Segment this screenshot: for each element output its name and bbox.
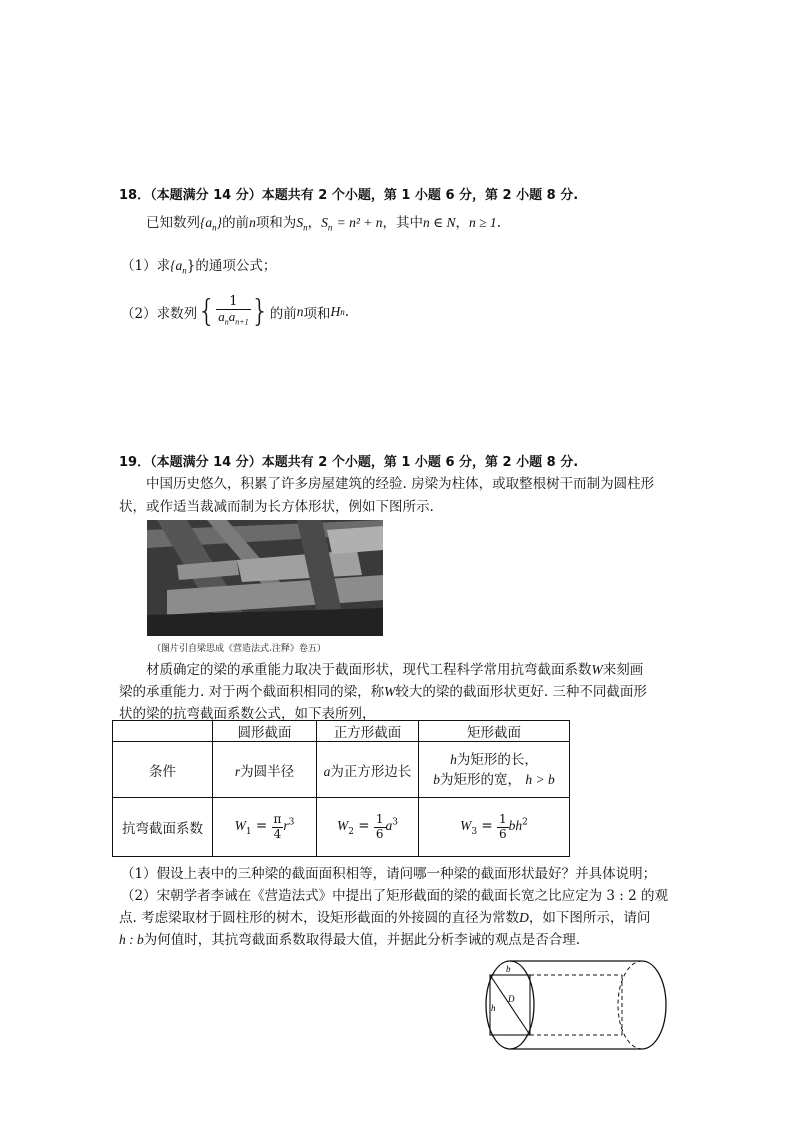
p2-l3: 为何值时，其抗弯截面系数取得最大值，并据此分析李诫的观点是否合理. — [143, 932, 581, 948]
para2-l1: 材质确定的梁的承重能力取决于截面形状，现代工程科学常用抗弯截面系数 — [146, 662, 592, 678]
para2-W2: W — [384, 684, 396, 699]
f1-var: r — [283, 818, 289, 834]
q18-p2-end: . — [344, 303, 349, 320]
rect-cond-line1 — [419, 750, 569, 770]
q18-cond: n ∈ N — [423, 215, 456, 230]
f1-pow: 3 — [288, 818, 295, 828]
f2-eq: = — [358, 818, 370, 835]
q18-part1 — [121, 254, 276, 276]
q18-statement — [146, 211, 501, 233]
table-header-square: 正方形截面 — [317, 721, 419, 742]
f2-sub: 2 — [348, 827, 354, 838]
q18-p1-label: （1）求 — [121, 258, 171, 274]
cell-rect-cond — [419, 742, 570, 798]
f1-frac — [272, 813, 284, 840]
f1-sub: 1 — [245, 827, 252, 838]
f2-frac — [374, 813, 386, 840]
q18-H: H — [330, 303, 341, 319]
cell-formula-1 — [213, 798, 317, 857]
q18-text-c: 项和为 — [255, 215, 297, 231]
f1-den: 4 — [273, 826, 282, 841]
var-r: r — [234, 763, 241, 779]
table-row-formula — [113, 798, 570, 857]
q18-seq-sub: n — [212, 222, 217, 233]
beam-photo-art — [147, 520, 383, 636]
q18-p1-seq: {a — [170, 258, 183, 273]
table-header-empty — [113, 721, 213, 742]
q18-text-f: ， — [455, 215, 470, 231]
q18-text: 已知数列 — [146, 215, 200, 231]
den-b: a — [228, 309, 236, 325]
q18-text-e: ，其中 — [382, 215, 424, 231]
q19-para2-line3: 状的梁的抗弯截面系数公式，如下表所列， — [119, 706, 376, 722]
var-h: h — [450, 751, 457, 767]
table-header-rect: 矩形截面 — [419, 721, 570, 742]
den-a: a — [218, 309, 225, 325]
table-row-condition — [113, 742, 570, 798]
q18-S2: S — [321, 215, 328, 230]
beam-photo — [147, 520, 383, 636]
q18-formula: = n² + n — [336, 215, 383, 230]
q19-header: 19．（本题满分 14 分）本题共有 2 个小题，第 1 小题 6 分，第 2 小题 8 分. — [119, 455, 579, 470]
q18-p1-sub: n — [182, 265, 187, 276]
table-header-row — [113, 721, 570, 742]
q19-para2-line2 — [119, 680, 647, 700]
q18-S-sub: n — [303, 222, 308, 233]
var-a: a — [323, 763, 331, 779]
p2-D: D — [519, 910, 529, 925]
para2-W: W — [591, 662, 603, 677]
q18-p2-rest-a: 的前 — [269, 305, 297, 322]
q19-part2-line3 — [119, 928, 580, 948]
text-b: 为矩形的宽， — [440, 771, 522, 788]
cylinder-figure — [482, 955, 672, 1055]
f2-pow: 3 — [392, 818, 398, 828]
q18-frac-num: 1 — [229, 294, 238, 310]
q18-S2-sub: n — [327, 222, 333, 233]
f1-lhs: W — [234, 818, 246, 834]
q18-seq: {a — [200, 215, 213, 230]
f3-lhs: W — [460, 818, 472, 834]
f2-var: a — [385, 818, 393, 834]
q18-text-b: 的前 — [222, 215, 250, 231]
cylinder-back-arc — [642, 961, 666, 1049]
q19-part2-line2 — [119, 906, 650, 926]
photo-caption: （图片引自梁思成《营造法式.注释》卷五） — [152, 644, 326, 654]
text-a: 为正方形边长 — [330, 763, 412, 780]
q19-part2-line1: （2）宋朝学者李诫在《营造法式》中提出了矩形截面的梁的截面长宽之比应定为 3 : 2 的观 — [121, 888, 668, 904]
f3-eq: = — [481, 818, 493, 835]
q18-H-sub: n — [340, 306, 345, 317]
left-brace: { — [197, 294, 217, 329]
para2-l1b: 来刻画 — [602, 662, 644, 678]
q18-frac-den — [216, 309, 250, 327]
cell-formula-3 — [419, 798, 570, 857]
f2-num: 1 — [375, 812, 384, 827]
q18-p1-rest: }的通项公式； — [186, 258, 277, 274]
f3-frac — [497, 813, 509, 840]
q18-n: n — [249, 215, 256, 230]
p2-l2b: ，如下图所示，请问 — [528, 910, 651, 926]
para2-l2: 梁的承重能力. 对于两个截面积相同的梁，称 — [119, 684, 385, 700]
q19-part1: （1）假设上表中的三种梁的截面面积相等，请问哪一种梁的截面形状最好？并具体说明； — [121, 866, 657, 882]
row-label-condition: 条件 — [113, 742, 213, 798]
q19-para1-line2: 状，或作适当裁减而制为长方体形状，例如下图所示. — [119, 499, 434, 515]
fig-label-h: h — [491, 1003, 496, 1013]
q18-seq-close: } — [216, 215, 223, 230]
f3-num: 1 — [499, 812, 507, 827]
table-header-circle: 圆形截面 — [213, 721, 317, 742]
f1-eq: = — [255, 818, 268, 835]
q18-end: . — [496, 215, 501, 231]
f2-lhs: W — [336, 818, 349, 834]
cell-formula-2 — [317, 798, 419, 857]
text-h: 为矩形的长， — [456, 751, 538, 768]
cond-hb: h > b — [525, 771, 555, 787]
f3-sub: 3 — [471, 827, 478, 838]
text-r: 为圆半径 — [240, 763, 295, 780]
q18-p2-rest-b: 项和 — [303, 305, 331, 322]
right-brace: } — [250, 294, 270, 329]
q18-part2 — [121, 294, 349, 329]
q18-fraction — [216, 295, 250, 328]
q19-para1-line1: 中国历史悠久，积累了许多房屋建筑的经验. 房梁为柱体，或取整根树干而制为圆柱形 — [146, 476, 655, 492]
q19-para2-line1 — [146, 658, 643, 678]
section-modulus-table — [112, 720, 570, 857]
row-label-formula: 抗弯截面系数 — [113, 798, 213, 857]
q18-S: S — [296, 215, 304, 230]
p2-l2a: 点. 考虑梁取材于圆柱形的树木，设矩形截面的外接圆的直径为常数 — [119, 910, 520, 926]
den-sub1: n — [224, 318, 229, 328]
cell-circle-cond — [213, 742, 317, 798]
cell-square-cond — [317, 742, 419, 798]
q18-p2-n: n — [296, 303, 304, 319]
fig-label-D: D — [508, 994, 515, 1004]
f3-pow: 2 — [522, 818, 528, 828]
q18-cond2: n ≥ 1 — [469, 215, 497, 230]
den-sub2: n+1 — [235, 318, 249, 328]
q18-header: 18．（本题满分 14 分）本题共有 2 个小题，第 1 小题 6 分，第 2 小题 8 分. — [119, 188, 579, 203]
fig-label-b: b — [506, 964, 511, 974]
diagonal-D — [490, 975, 530, 1035]
f2-den: 6 — [375, 826, 384, 841]
q18-p2-label: （2）求数列 — [121, 305, 198, 322]
f3-den: 6 — [499, 826, 507, 841]
f1-num: π — [273, 812, 282, 827]
p2-ratio: h : b — [119, 932, 144, 947]
var-b: b — [433, 771, 441, 787]
q18-text-d: ， — [307, 215, 322, 231]
para2-l2b: 较大的梁的截面形状更好. 三种不同截面形 — [395, 684, 647, 700]
rect-cond-line2 — [419, 770, 569, 790]
f3-var: bh — [508, 818, 523, 834]
